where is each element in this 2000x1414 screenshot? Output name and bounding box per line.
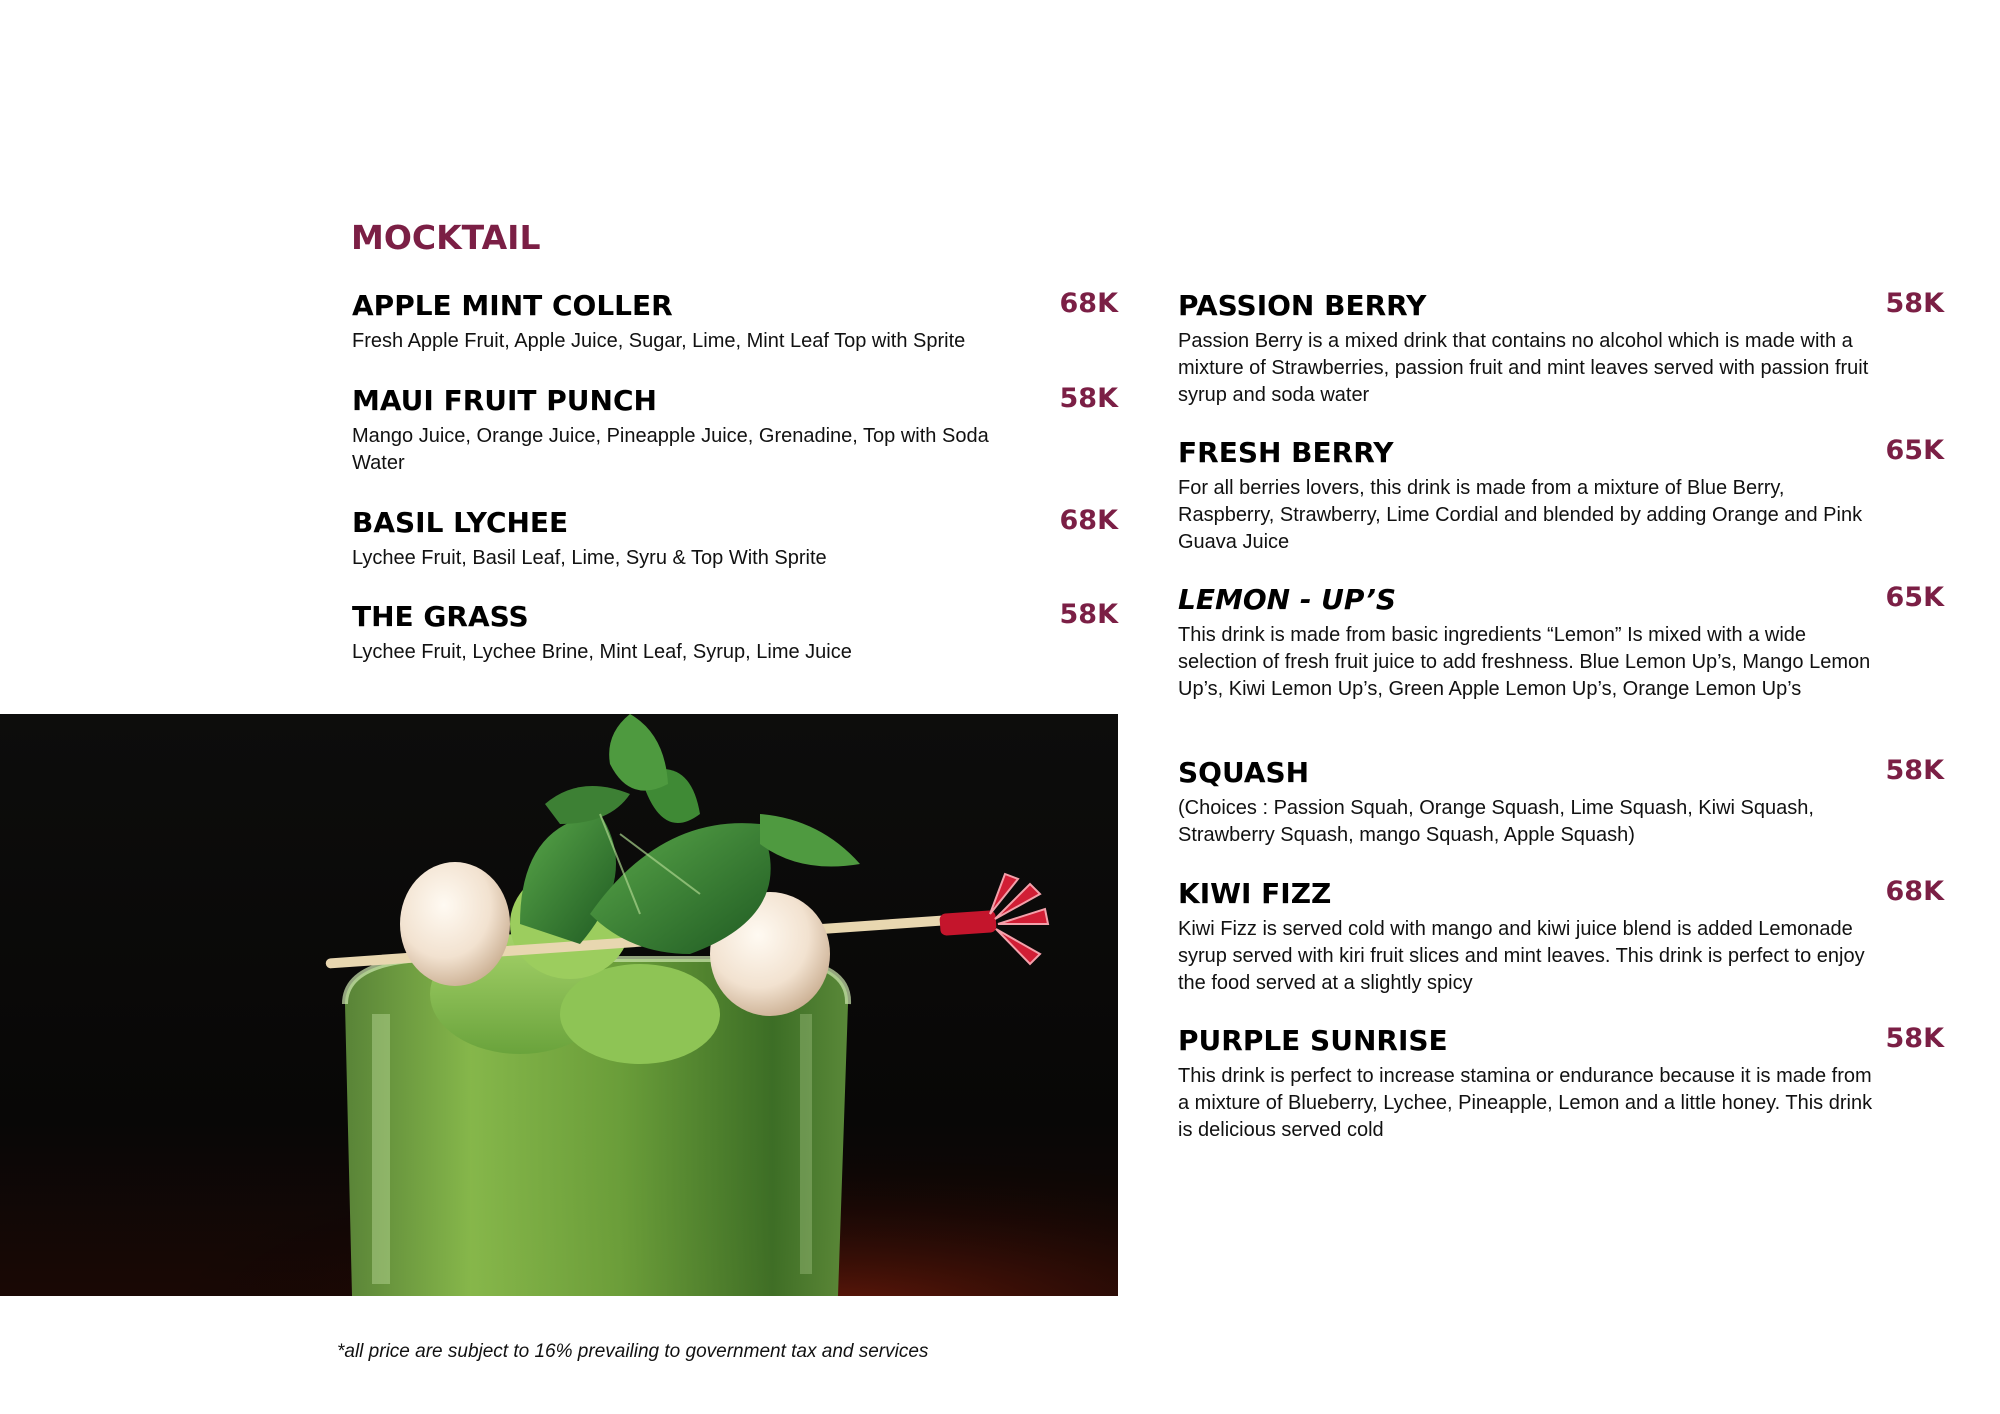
item-description: Kiwi Fizz is served cold with mango and kiwi juice blend is added Lemonade syrup served with kiri fruit slices and mint leaves. This drink is perfect to enjoy the food served at a slightly spicy	[1178, 918, 1865, 994]
menu-item-the-grass	[352, 599, 1118, 669]
item-description: Lychee Fruit, Lychee Brine, Mint Leaf, Syrup, Lime Juice	[352, 641, 852, 663]
menu-item-apple-mint-coller	[352, 288, 1118, 358]
item-name: PURPLE SUNRISE	[1178, 1024, 1448, 1057]
item-description: Mango Juice, Orange Juice, Pineapple Juice, Grenadine, Top with Soda Water	[352, 425, 989, 474]
item-name: APPLE MINT COLLER	[352, 289, 673, 322]
item-name: THE GRASS	[352, 600, 529, 633]
item-price: 68K	[1885, 876, 1944, 907]
item-name: MAUI FRUIT PUNCH	[352, 384, 657, 417]
menu-item-kiwi-fizz	[1178, 876, 1944, 1001]
mocktail-illustration	[0, 714, 1118, 1296]
item-price: 65K	[1885, 435, 1944, 466]
item-description: Passion Berry is a mixed drink that contains no alcohol which is made with a mixture of Strawberries, passion fruit and mint leaves served with passion fruit syrup and soda water	[1178, 330, 1869, 406]
item-description: Lychee Fruit, Basil Leaf, Lime, Syru & Top With Sprite	[352, 547, 827, 569]
item-name: FRESH BERRY	[1178, 436, 1394, 469]
item-price: 68K	[1059, 288, 1118, 319]
item-price: 58K	[1885, 288, 1944, 319]
mocktail-photo	[0, 714, 1118, 1296]
item-description: Fresh Apple Fruit, Apple Juice, Sugar, Lime, Mint Leaf Top with Sprite	[352, 330, 966, 352]
menu-item-lemon-ups	[1178, 582, 1944, 732]
item-price: 58K	[1885, 1023, 1944, 1054]
menu-item-squash	[1178, 755, 1944, 853]
menu-item-maui-fruit-punch	[352, 383, 1118, 478]
item-price: 58K	[1059, 383, 1118, 414]
item-price: 65K	[1885, 582, 1944, 613]
item-description: This drink is made from basic ingredients “Lemon” Is mixed with a wide selection of fresh fruit juice to add freshness. Blue Lemon Up’s, Mango Lemon Up’s, Kiwi Lemon Up’s, Green Apple Lemon Up’s, Orange Lemon Up’s	[1178, 624, 1871, 700]
menu-item-passion-berry	[1178, 288, 1944, 413]
menu-item-basil-lychee	[352, 505, 1118, 575]
item-name: PASSION BERRY	[1178, 289, 1427, 322]
menu-item-fresh-berry	[1178, 435, 1944, 560]
menu-item-purple-sunrise	[1178, 1023, 1944, 1148]
item-description: (Choices : Passion Squah, Orange Squash, Lime Squash, Kiwi Squash, Strawberry Squash, mango Squash, Apple Squash)	[1178, 797, 1814, 846]
item-name: SQUASH	[1178, 756, 1310, 789]
item-name: BASIL LYCHEE	[352, 506, 569, 539]
item-name: KIWI FIZZ	[1178, 877, 1332, 910]
item-price: 68K	[1059, 505, 1118, 536]
tax-footnote: *all price are subject to 16% prevailing to government tax and services	[337, 1341, 929, 1362]
item-description: For all berries lovers, this drink is made from a mixture of Blue Berry, Raspberry, Strawberry, Lime Cordial and blended by adding Orange and Pink Guava Juice	[1178, 477, 1863, 553]
item-description: This drink is perfect to increase stamina or endurance because it is made from a mixture of Blueberry, Lychee, Pineapple, Lemon and a little honey. This drink is delicious served cold	[1178, 1065, 1873, 1141]
item-price: 58K	[1885, 755, 1944, 786]
item-name: LEMON - UP’S	[1178, 583, 1397, 616]
section-title: MOCKTAIL	[351, 218, 541, 257]
item-price: 58K	[1059, 599, 1118, 630]
